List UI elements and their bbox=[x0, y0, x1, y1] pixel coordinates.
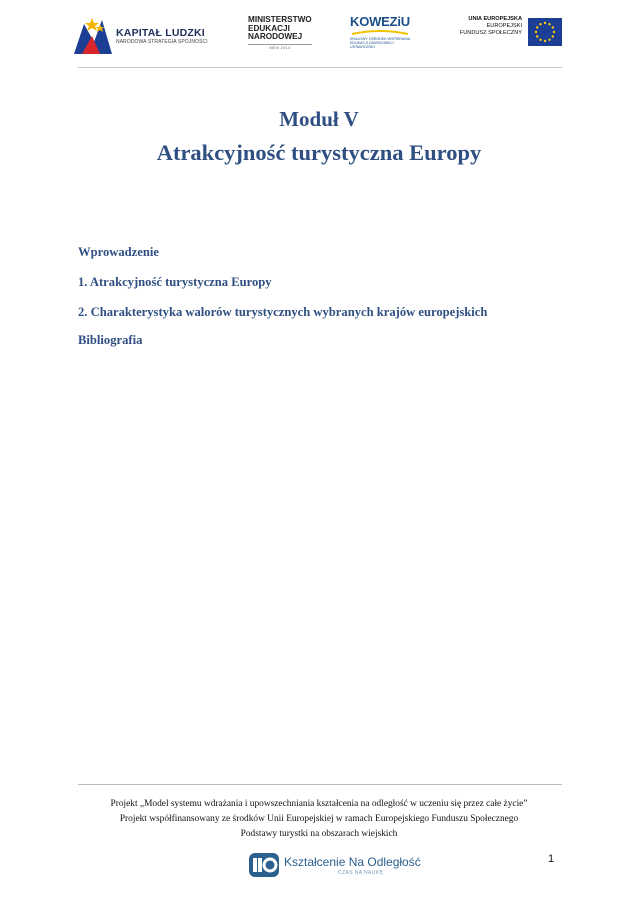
ksztalcenie-subtitle: CZAS NA NAUKĘ bbox=[338, 870, 384, 876]
ksztalcenie-title: Kształcenie Na Odległość bbox=[284, 855, 421, 869]
eu-flag-icon bbox=[528, 18, 562, 46]
men-line-3: NARODOWEJ bbox=[248, 32, 303, 42]
footer-text bbox=[0, 797, 638, 842]
men-tag: MEN 2014 bbox=[248, 44, 312, 50]
module-title: Moduł V bbox=[279, 107, 359, 131]
men-line-2: EDUKACJI bbox=[248, 23, 290, 33]
kapital-subtitle: NARODOWA STRATEGIA SPÓJNOŚCI bbox=[116, 39, 208, 45]
footer-line-2: Projekt współfinansowany ze środków Unii Europejskiej w ramach Europejskiego Funduszu Społecznego bbox=[119, 814, 519, 824]
eu-logo bbox=[452, 16, 566, 56]
koweziu-title: KOWEZiU bbox=[350, 14, 410, 29]
footer-divider bbox=[78, 784, 562, 785]
kno-emblem-icon bbox=[248, 850, 280, 880]
toc-item-bibliography[interactable]: Bibliografia bbox=[78, 333, 143, 347]
koweziu-swoosh-icon bbox=[350, 30, 410, 36]
footer-line-3: Podstawy turystki na obszarach wiejskich bbox=[240, 829, 398, 839]
kapital-ludzki-emblem-icon bbox=[72, 14, 114, 56]
header-logos bbox=[72, 10, 566, 60]
page-number: 1 bbox=[548, 853, 555, 865]
toc-item-2[interactable]: 2. Charakterystyka walorów turystycznych wybranych krajów europejskich bbox=[78, 305, 488, 319]
kapital-ludzki-logo bbox=[72, 14, 212, 58]
men-line-1: MINISTERSTWO bbox=[248, 15, 312, 24]
header-divider bbox=[78, 67, 562, 68]
koweziu-logo bbox=[350, 14, 420, 58]
kapital-title: KAPITAŁ LUDZKI bbox=[116, 27, 205, 39]
koweziu-subtitle: KRAJOWY OŚRODEK WSPIERANIA EDUKACJI ZAWODOWEJ I USTAWICZNEJ bbox=[350, 37, 411, 50]
ksztalcenie-logo bbox=[248, 850, 421, 882]
eu-line-3: FUNDUSZ SPOŁECZNY bbox=[459, 30, 522, 37]
eu-line-1: UNIA EUROPEJSKA bbox=[468, 16, 522, 22]
footer-line-1: Projekt „Model systemu wdrażania i upowszechniania kształcenia na odległość w uczeniu się przez całe życie” bbox=[110, 799, 528, 809]
toc-item-1[interactable]: 1. Atrakcyjność turystyczna Europy bbox=[78, 275, 272, 289]
ministerstwo-logo bbox=[248, 16, 326, 56]
eu-line-2: EUROPEJSKI bbox=[486, 23, 522, 30]
module-name: Atrakcyjność turystyczna Europy bbox=[156, 140, 482, 165]
toc-item-intro[interactable]: Wprowadzenie bbox=[78, 245, 159, 259]
